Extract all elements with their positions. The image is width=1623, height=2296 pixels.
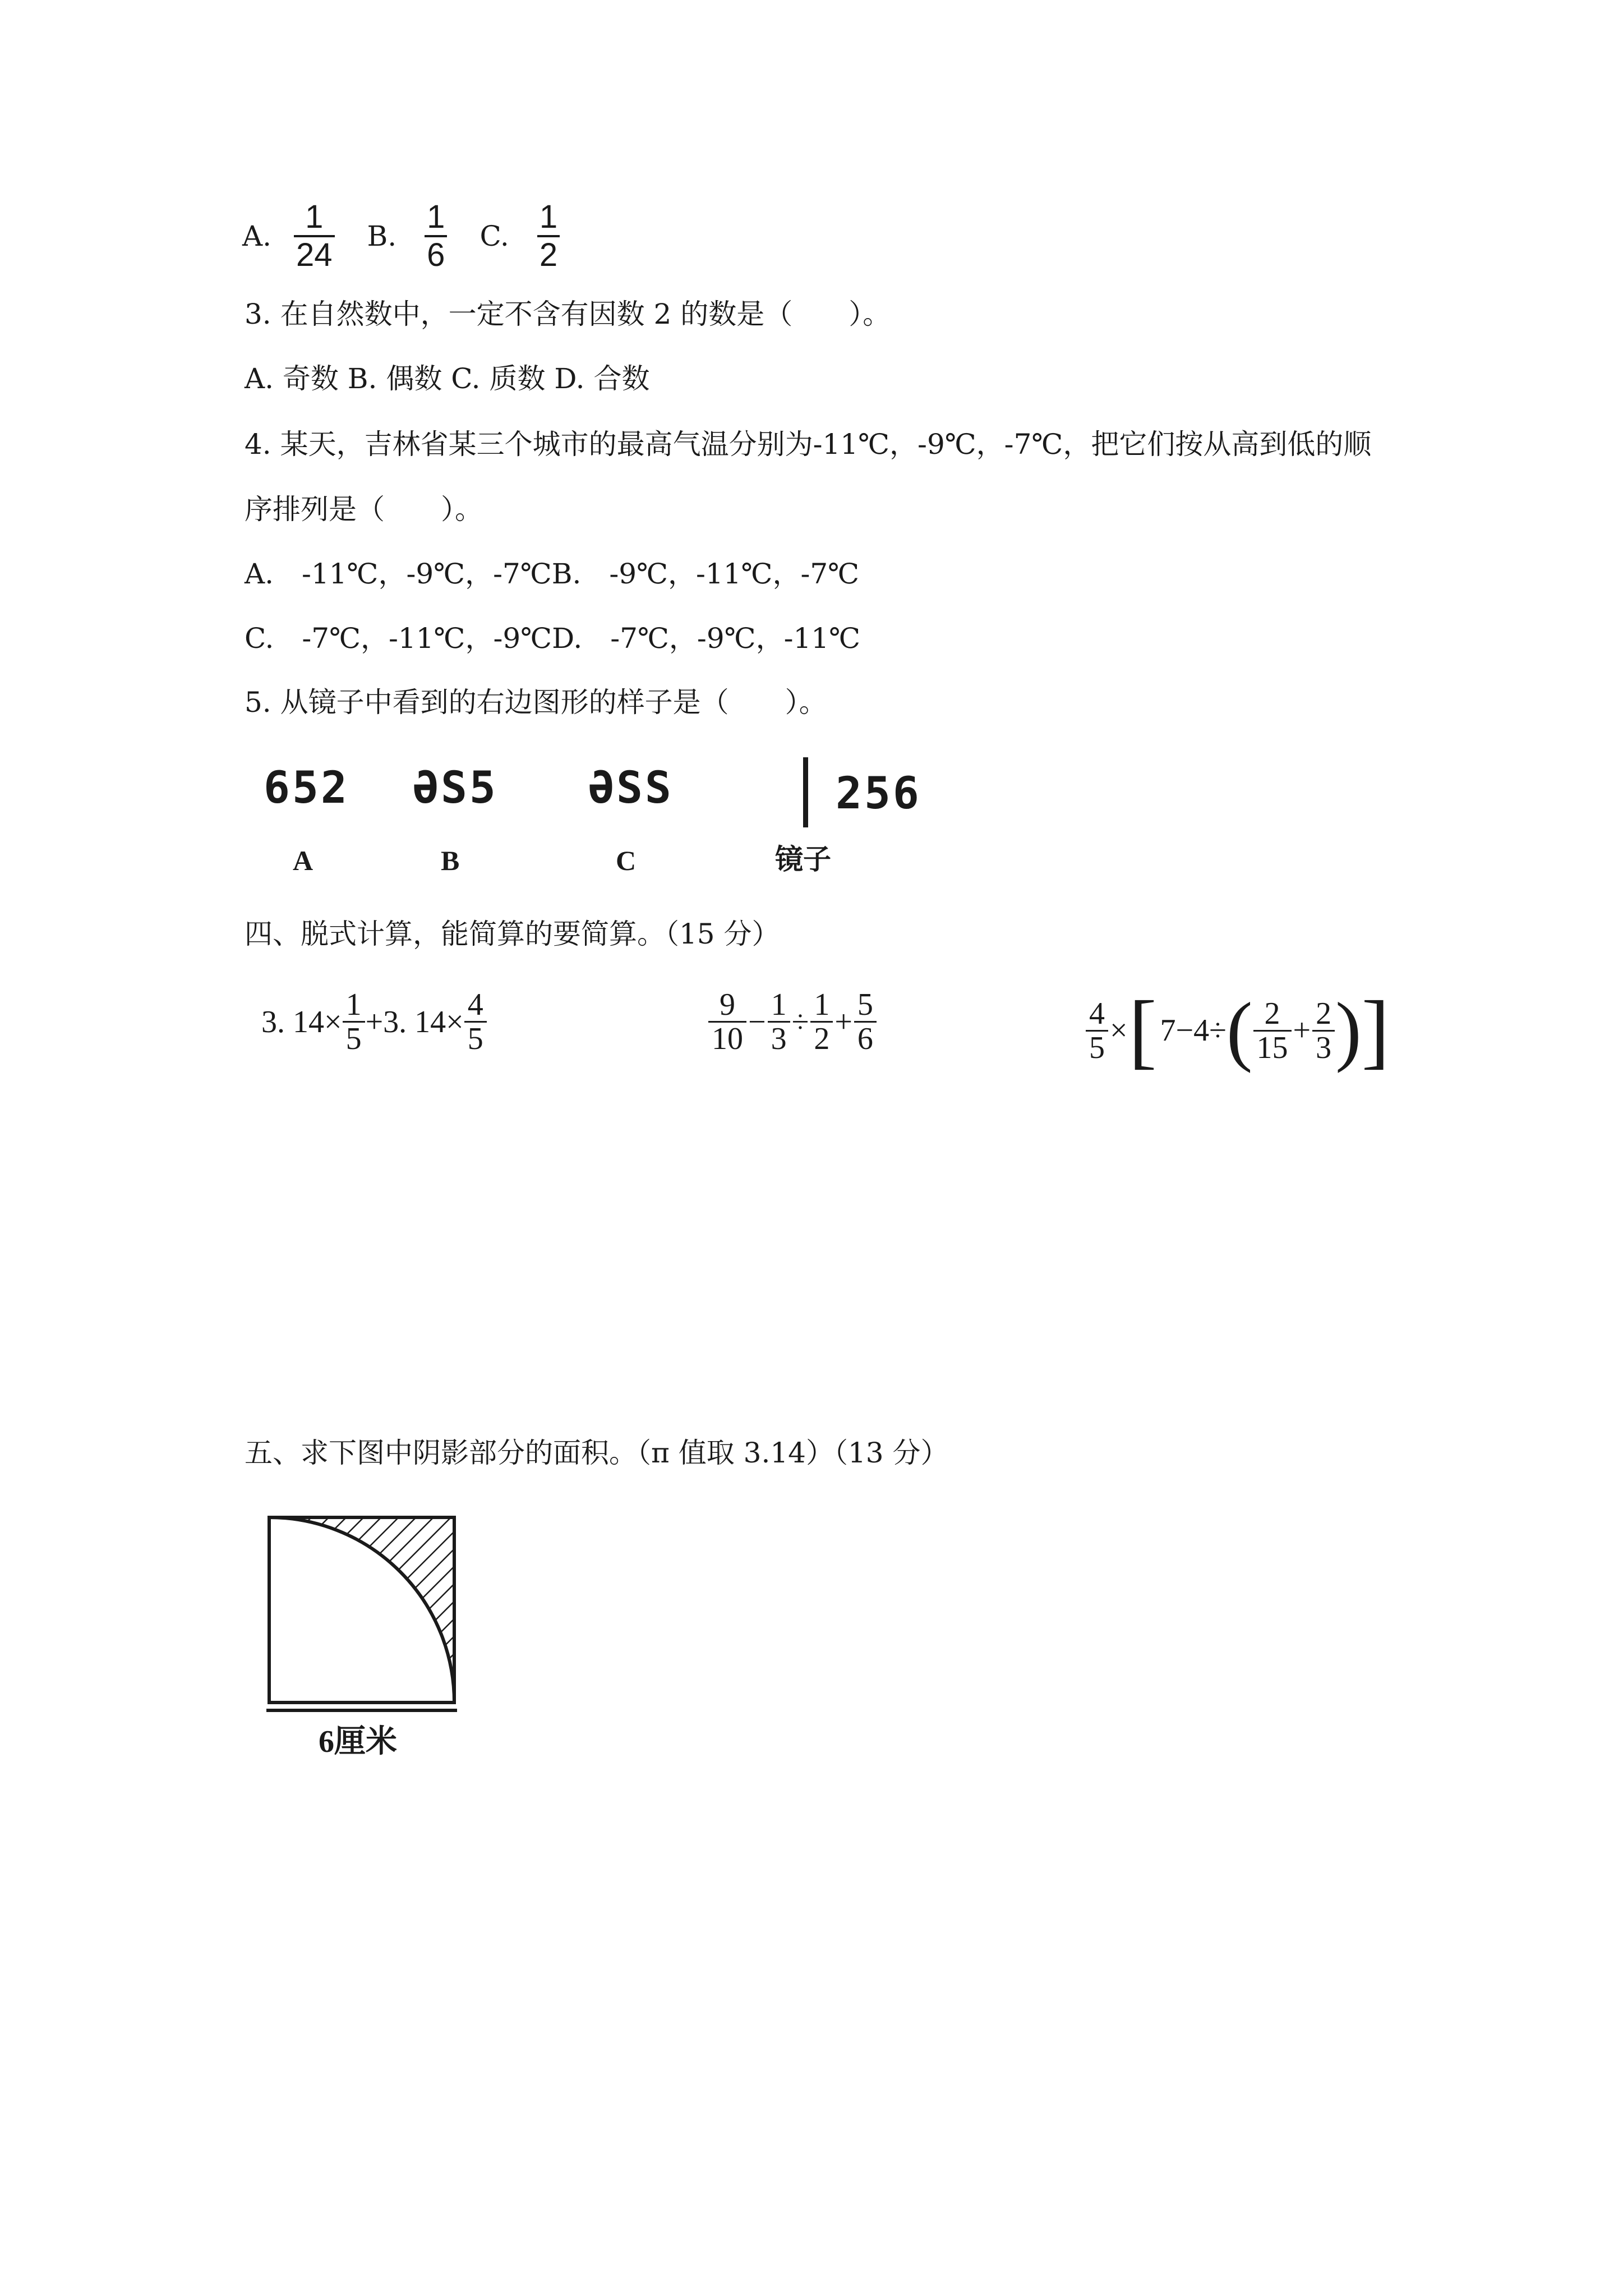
section4-title: 四、脱式计算，能简算的要简算。（15 分） (245, 918, 780, 950)
q3-options: A. 奇数 B. 偶数 C. 质数 D. 合数 (245, 362, 650, 395)
calc-expression-2: $\frac{9}{10}$ − $\frac{1}{3}$ ÷ $\frac{1}{2}$ + $\frac{5}{6}$ (708, 988, 877, 1055)
q4-options-cd: C. -7℃，-11℃，-9℃D. -7℃，-9℃，-11℃ (245, 622, 861, 655)
q5-original-digits: 256 (836, 769, 921, 819)
q2-options (242, 199, 560, 273)
q5-choice-b-digits: ƏS5 (412, 763, 498, 813)
q5-choice-a-digits: 652 (264, 763, 349, 813)
mirror-label: 镜子 (775, 844, 831, 875)
q2-option-a-label: A. (242, 220, 272, 252)
side-length-label: 6厘米 (319, 1724, 397, 1759)
q5-choice-c-digits: ƏSS (588, 763, 674, 813)
shaded-area-figure (264, 1512, 460, 1708)
shaded-region (269, 1517, 454, 1703)
section5-title: 五、求下图中阴影部分的面积。（π 值取 3.14）（13 分） (245, 1437, 949, 1469)
q4-question-line1: 4. 某天，吉林省某三个城市的最高气温分别为-11℃，-9℃，-7℃，把它们按从高到低的顺 (245, 428, 1372, 461)
side-length-line (266, 1709, 457, 1712)
mirror-line (803, 757, 808, 827)
q2-option-c-label: C. (479, 220, 509, 252)
q2-option-b-fraction: 1 6 (425, 199, 447, 273)
q5-question: 5. 从镜子中看到的右边图形的样子是（ ）。 (245, 686, 827, 719)
q2-option-a-fraction: 1 24 (294, 199, 335, 273)
q5-choice-a-label: A (293, 845, 313, 876)
q5-choice-c-label: C (616, 845, 637, 876)
q2-option-c-fraction: 1 2 (537, 199, 560, 273)
q4-question-line2: 序排列是（ ）。 (245, 493, 483, 526)
q4-options-ab: A. -11℃，-9℃，-7℃B. -9℃，-11℃，-7℃ (245, 558, 860, 590)
calc-expression-3: $\frac{4}{5}$ × [ 7−4÷ ( $\frac{2}{15}$ + $\frac{2}{3}$ ) ] (1085, 988, 1390, 1073)
q5-choice-b-label: B (441, 845, 460, 876)
q3-question: 3. 在自然数中，一定不含有因数 2 的数是（ ）。 (245, 298, 891, 330)
q2-option-b-label: B. (367, 220, 397, 252)
calc-expression-1: 3. 14× $\frac{1}{5}$ +3. 14× $\frac{4}{5}$ (261, 988, 487, 1055)
